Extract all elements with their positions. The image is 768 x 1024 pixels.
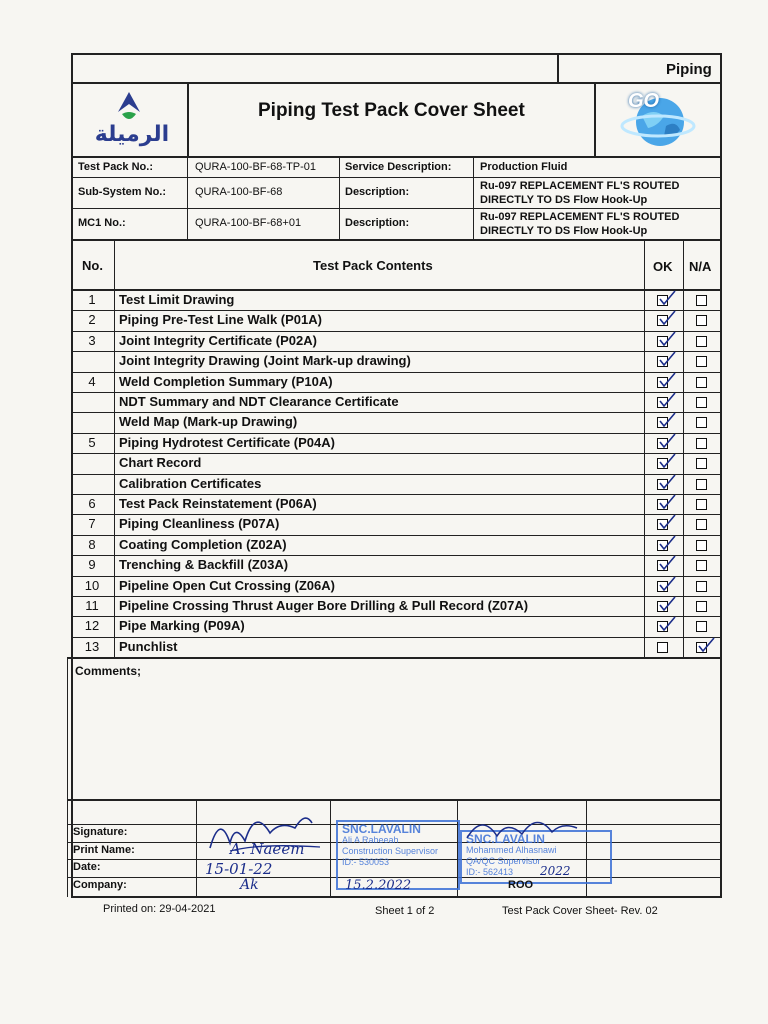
row-divider: [71, 372, 722, 373]
row-divider: [71, 331, 722, 332]
row-item-label: Weld Map (Mark-up Drawing): [119, 414, 298, 429]
row-item-label: Piping Hydrotest Certificate (P04A): [119, 435, 335, 450]
checkmark-icon: [658, 351, 676, 367]
row-divider: [71, 535, 722, 536]
na-checkbox[interactable]: [696, 560, 707, 571]
row-divider: [71, 555, 722, 556]
approval-stamp-2: SNC.LAVALIN Mohammed Alhasnawi QA/QC Supervisor ID:- 562413: [460, 830, 612, 884]
row-number: 12: [84, 618, 100, 633]
checkmark-icon: [697, 637, 715, 653]
row-item-label: Weld Completion Summary (P10A): [119, 374, 333, 389]
row-item-label: Piping Pre-Test Line Walk (P01A): [119, 312, 322, 327]
row-divider: [71, 453, 722, 454]
na-checkbox[interactable]: [696, 601, 707, 612]
row-divider: [71, 616, 722, 617]
printed-on: Printed on: 29-04-2021: [103, 903, 216, 915]
stamp-2-date: 2022: [540, 864, 571, 878]
category-label: Piping: [666, 61, 712, 78]
checkmark-icon: [658, 535, 676, 551]
checkmark-icon: [658, 596, 676, 612]
row-item-label: Pipeline Open Cut Crossing (Z06A): [119, 578, 335, 593]
column-ok: OK: [653, 259, 673, 274]
description-2-line1: Ru-097 REPLACEMENT FL'S ROUTED: [480, 211, 680, 223]
row-item-label: Calibration Certificates: [119, 476, 262, 491]
row-divider: [71, 474, 722, 475]
row-divider: [71, 596, 722, 597]
logo-text: الرميلة: [94, 122, 170, 147]
column-na: N/A: [689, 259, 712, 274]
description-2-line2: DIRECTLY TO DS Flow Hook-Up: [480, 225, 648, 237]
company-value: ROO: [508, 879, 534, 891]
na-checkbox[interactable]: [696, 438, 707, 449]
na-checkbox[interactable]: [696, 519, 707, 530]
row-number: 5: [88, 435, 96, 450]
handwritten-date: 15-01-22: [205, 860, 273, 878]
mc1-value: QURA-100-BF-68+01: [195, 217, 302, 229]
row-item-label: Test Pack Reinstatement (P06A): [119, 496, 317, 511]
checkmark-icon: [658, 433, 676, 449]
na-checkbox[interactable]: [696, 458, 707, 469]
row-number: 4: [88, 374, 96, 389]
subsystem-label: Sub-System No.:: [78, 186, 167, 198]
checkmark-icon: [658, 453, 676, 469]
na-checkbox[interactable]: [696, 621, 707, 632]
approval-stamp-1: SNC.LAVALIN Ali A Rabeeah Construction Supervisor ID:- 530053: [336, 820, 460, 890]
na-checkbox[interactable]: [696, 377, 707, 388]
page-title: Piping Test Pack Cover Sheet: [258, 100, 525, 121]
row-item-label: Chart Record: [119, 455, 202, 470]
na-checkbox[interactable]: [696, 499, 707, 510]
na-checkbox[interactable]: [696, 295, 707, 306]
na-checkbox[interactable]: [696, 315, 707, 326]
row-item-label: Punchlist: [119, 639, 178, 654]
column-contents: Test Pack Contents: [313, 258, 433, 273]
row-item-label: Joint Integrity Drawing (Joint Mark-up drawing): [119, 353, 411, 368]
row-divider: [71, 576, 722, 577]
date-label: Date:: [73, 861, 101, 873]
checkmark-icon: [658, 494, 676, 510]
checkmark-icon: [658, 392, 676, 408]
row-item-label: Pipeline Crossing Thrust Auger Bore Drilling & Pull Record (Z07A): [119, 598, 529, 613]
company-label: Company:: [73, 879, 127, 891]
checkmark-icon: [658, 576, 676, 592]
description-2-label: Description:: [345, 217, 410, 229]
checkmark-icon: [658, 555, 676, 571]
handwritten-name: A. Naeem: [230, 840, 305, 858]
row-divider: [71, 637, 722, 638]
go-logo: [614, 86, 698, 152]
handwritten-initials: Ak: [240, 877, 259, 893]
checkmark-icon: [658, 290, 676, 306]
row-number: 7: [88, 516, 96, 531]
row-number: 6: [88, 496, 96, 511]
na-checkbox[interactable]: [696, 417, 707, 428]
na-checkbox[interactable]: [696, 540, 707, 551]
row-item-label: Coating Completion (Z02A): [119, 537, 287, 552]
row-divider: [71, 433, 722, 434]
checkmark-icon: [658, 474, 676, 490]
comments-label: Comments;: [75, 664, 142, 678]
row-item-label: Trenching & Backfill (Z03A): [119, 557, 289, 572]
description-1-line2: DIRECTLY TO DS Flow Hook-Up: [480, 194, 648, 206]
checkmark-icon: [658, 616, 676, 632]
rumaila-logo: [86, 88, 176, 152]
row-number: 11: [85, 598, 99, 613]
print-name-label: Print Name:: [73, 844, 135, 856]
service-label: Service Description:: [345, 161, 452, 173]
row-divider: [71, 310, 722, 311]
signature-label: Signature:: [73, 826, 128, 838]
subsystem-value: QURA-100-BF-68: [195, 186, 283, 198]
row-number: 13: [84, 639, 100, 654]
description-1-line1: Ru-097 REPLACEMENT FL'S ROUTED: [480, 180, 680, 192]
row-item-label: Pipe Marking (P09A): [119, 618, 245, 633]
row-number: 2: [88, 312, 96, 327]
service-value: Production Fluid: [480, 161, 568, 173]
checkmark-icon: [658, 412, 676, 428]
stamp-1-date: 15.2.2022: [345, 878, 412, 893]
checkmark-icon: [658, 331, 676, 347]
mc1-label: MC1 No.:: [78, 217, 126, 229]
checkmark-icon: [658, 310, 676, 326]
row-number: 1: [88, 292, 96, 307]
row-divider: [71, 351, 722, 352]
test-pack-label: Test Pack No.:: [78, 161, 153, 173]
row-item-label: Piping Cleanliness (P07A): [119, 516, 280, 531]
test-pack-value: QURA-100-BF-68-TP-01: [195, 161, 317, 173]
checkmark-icon: [658, 514, 676, 530]
na-checkbox[interactable]: [696, 479, 707, 490]
row-item-label: Joint Integrity Certificate (P02A): [119, 333, 317, 348]
row-number: 10: [84, 578, 100, 593]
row-item-label: Test Limit Drawing: [119, 292, 235, 307]
row-number: 8: [88, 537, 96, 552]
na-checkbox[interactable]: [696, 356, 707, 367]
row-item-label: NDT Summary and NDT Clearance Certificate: [119, 394, 399, 409]
row-number: 3: [88, 333, 96, 348]
description-1-label: Description:: [345, 186, 410, 198]
row-divider: [71, 392, 722, 393]
row-divider: [71, 514, 722, 515]
sheet-number: Sheet 1 of 2: [375, 905, 435, 917]
na-checkbox[interactable]: [696, 581, 707, 592]
go-text: GO: [628, 90, 660, 112]
row-number: 9: [88, 557, 96, 572]
revision: Test Pack Cover Sheet- Rev. 02: [502, 905, 658, 917]
ok-checkbox[interactable]: [657, 642, 668, 653]
stamp-2-signature: [462, 808, 582, 848]
row-divider: [71, 494, 722, 495]
column-no: No.: [82, 258, 103, 273]
checkmark-icon: [658, 372, 676, 388]
row-divider: [71, 412, 722, 413]
na-checkbox[interactable]: [696, 397, 707, 408]
na-checkbox[interactable]: [696, 336, 707, 347]
